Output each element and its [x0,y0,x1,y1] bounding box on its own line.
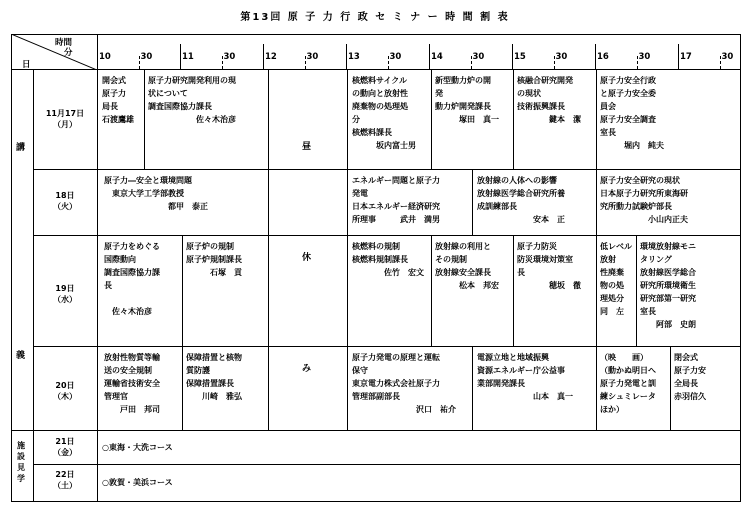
time-tick: 30 [223,52,236,62]
tick-line [637,56,638,69]
tick-line [139,56,140,69]
cell-17-p2: 新型動力炉の開 発 動力炉開発課長 塚田 真一 [435,76,499,124]
lunch-label-3: み [302,364,312,374]
cell-17-am: 原子力研究開発利用の現 状について 調査国際協力課長 佐々木治彦 [148,76,236,124]
split-18-b [596,169,597,235]
cell-18-p3: 原子力安全研究の現状 日本原子力研究所東海研 究所動力試験炉部長 小山内正夫 [600,176,688,224]
tick-line [678,44,679,69]
tick-line [512,44,513,69]
cell-19-p5: 環境放射線モニ タリング 放射線医学総合 研究所環境衛生 研究部第一研究 室長 阿部 史朗 [640,242,696,329]
split-18-a [472,169,473,235]
cell-20-p3: （映 画） （動かぬ明日へ 原子力発電と訓 練シュミレータ ほか） [600,353,656,414]
date-19: 19日 （水） [53,284,77,304]
tick-line [180,44,181,69]
time-tick: 13 [348,52,360,62]
cell-18-am: 原子力―安全と環境問題 東京大学工学部教授 都甲 泰正 [104,176,208,211]
cell-20-am2: 保障措置と核物 質防護 保障措置課長 川崎 雅弘 [186,353,242,401]
cell-20-am1: 放射性物質等輸 送の安全規制 運輸省技術安全 管理官 戸田 邦司 [104,353,160,414]
cell-18-p2: 放射線の人体への影響 放射線医学総合研究所養 成訓練部長 安本 正 [477,176,565,224]
time-label: 時間 [55,38,73,48]
tick-line [388,56,389,69]
split-19-d [596,235,597,346]
cell-18-p1: エネルギー問題と原子力 発電 日本エネルギー経済研究 所理事 武井 満男 [352,176,440,224]
time-tick: 10 [99,52,111,62]
date-21: 21日 （金） [53,437,77,457]
lunch-label-2: 休 [302,253,312,263]
split-20-a [182,346,183,430]
cell-17-p4: 原子力安全行政 と原子力安全委 員会 原子力安全調査 室長 堀内 純夫 [600,76,664,150]
cell-19-am2: 原子炉の規制 原子炉規制課長 石塚 貢 [186,242,242,277]
time-tick: 12 [265,52,277,62]
section-tour-label: 施設見学 [17,441,25,483]
lunch-left-line [268,69,269,430]
row-line-22 [33,464,741,465]
split-17-c [513,69,514,169]
time-tick: 30 [140,52,153,62]
cell-20-p1: 原子力発電の原理と運転 保守 東京電力株式会社原子力 管理部副部長 沢口 祐介 [352,353,456,414]
date-17: 11月17日 （月） [45,109,85,129]
lunch-right-line [347,69,348,430]
date-col-line [97,34,98,502]
time-tick: 30 [306,52,319,62]
row-line-18 [33,169,741,170]
header-diagonal [11,34,97,70]
cell-17-opening: 開会式 原子力 局長 石渡鷹雄 [102,76,134,124]
section-period-label: 義 [16,351,26,361]
row-line-20 [33,346,741,347]
cell-17-p1: 核燃料サイクル の動向と放射性 廃棄物の処理処 分 核燃料課長 坂内富士男 [352,76,416,150]
tour-21: ○東海・大洗コース [102,443,173,452]
minute-label: 分 [64,48,73,58]
cell-20-p2: 電源立地と地域振興 資源エネルギー庁公益事 業部開発課長 山本 真一 [477,353,573,401]
date-18: 18日 （火） [53,191,77,211]
tick-line [471,56,472,69]
cell-19-am1: 原子力をめぐる 国際動向 調査国際協力課 長 佐々木治彦 [104,242,160,316]
tick-line [595,44,596,69]
section-lecture-label: 講 [16,143,26,153]
lunch-label-1: 昼 [302,142,312,152]
tour-22: ○敦賀・美浜コース [102,478,173,487]
split-19-c [513,235,514,346]
time-tick: 15 [514,52,526,62]
cell-19-p2: 放射線の利用と その規制 放射線安全課長 松本 邦宏 [435,242,499,290]
tick-line [305,56,306,69]
tick-line [429,44,430,69]
split-19-a [182,235,183,346]
row-line-19 [33,235,741,236]
cell-20-p4: 閉会式 原子力安 全局長 赤羽信久 [674,353,706,401]
time-tick: 16 [597,52,609,62]
time-tick: 30 [721,52,734,62]
page-title: 第13回 原 子 力 行 政 セ ミ ナ ー 時 間 割 表 [240,12,510,23]
time-tick: 17 [680,52,692,62]
time-tick: 30 [638,52,651,62]
time-tick: 14 [431,52,443,62]
tick-line [720,56,721,69]
day-label: 日 [22,60,31,70]
cell-19-p3: 原子力防災 防災環境対策室 長 穂坂 徹 [517,242,581,290]
date-22: 22日 （土） [53,470,77,490]
cell-17-p3: 核融合研究開発 の現状 技術振興課長 鍵本 潔 [517,76,581,124]
split-20-b [472,346,473,430]
split-17-b [431,69,432,169]
split-17-a [144,69,145,169]
time-tick: 30 [555,52,568,62]
row-line-tour [11,430,741,431]
split-17-d [596,69,597,169]
tick-line [346,44,347,69]
cell-19-p4: 低レベル 放射 性廃棄 物の処 理処分 同 左 [600,242,632,316]
header-bottom-line [11,69,741,70]
time-tick: 11 [182,52,194,62]
split-19-b [431,235,432,346]
tick-line [263,44,264,69]
cell-19-p1: 核燃料の規制 核燃料規制課長 佐竹 宏文 [352,242,424,277]
split-19-e [636,235,637,346]
time-tick: 30 [389,52,402,62]
tick-line [222,56,223,69]
time-tick: 30 [472,52,485,62]
split-20-d [670,346,671,430]
date-20: 20日 （木） [53,381,77,401]
split-20-c [596,346,597,430]
tick-line [554,56,555,69]
